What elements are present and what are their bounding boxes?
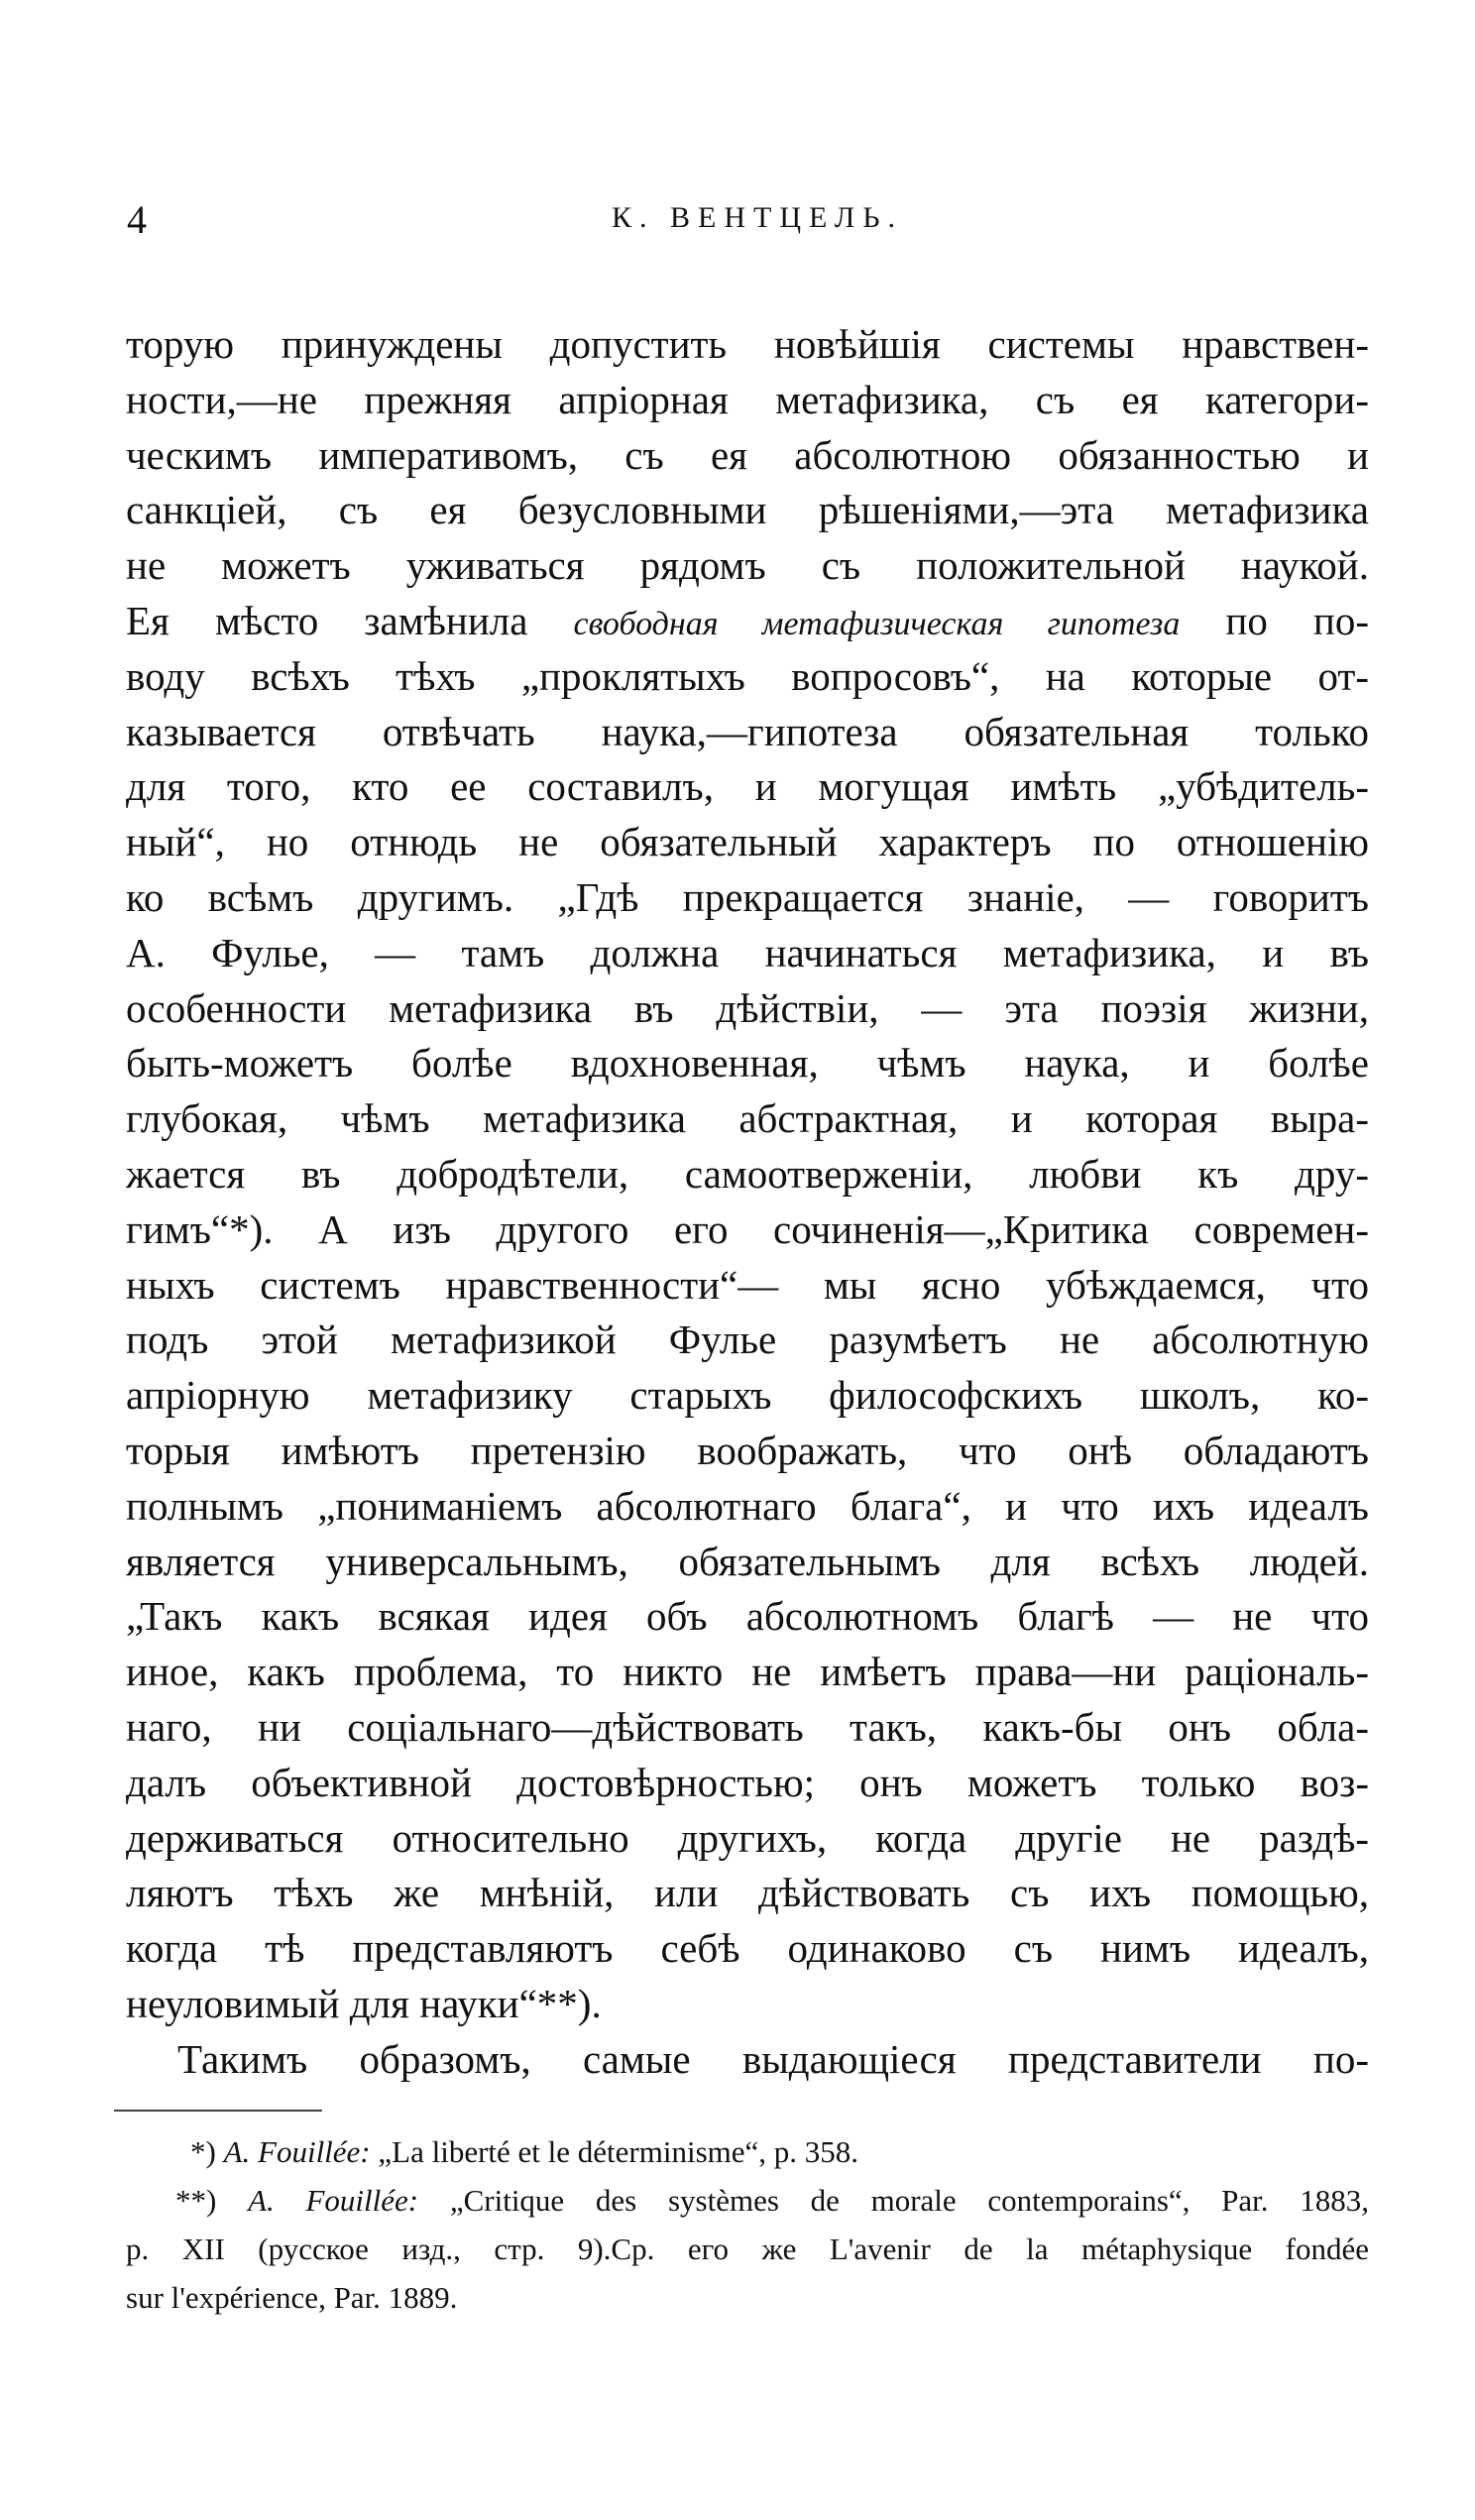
- text-line: [126, 594, 1369, 649]
- footnote-2: [126, 2176, 1369, 2225]
- page-number: 4: [127, 197, 147, 242]
- footnotes: [126, 2127, 1369, 2322]
- running-title: К. ВЕНТЦЕЛЬ.: [611, 201, 903, 234]
- text-line: ко всѣмъ другимъ. „Гдѣ прекращается знаніе, — говоритъ: [126, 873, 1369, 920]
- footnote-author: A. Fouillée:: [223, 2134, 371, 2169]
- text-line: не можетъ уживаться рядомъ съ положительной наукой.: [126, 542, 1369, 589]
- footnote-mark: *): [190, 2134, 216, 2169]
- text-line: для того, кто ее составилъ, и могущая имѣть „убѣдитель-: [126, 763, 1369, 810]
- text-line: гимъ“*). А изъ другого его сочиненія—„Критика современ-: [126, 1205, 1369, 1252]
- text-line: казывается отвѣчать наука,—гипотеза обязательная только: [126, 708, 1369, 754]
- text-line: жается въ добродѣтели, самоотверженіи, любви къ дру-: [126, 1150, 1369, 1197]
- footnote-text: „La liberté et le déterminisme“, p. 358.: [378, 2134, 859, 2169]
- text-line: „Такъ какъ всякая идея объ абсолютномъ благѣ — не что: [126, 1593, 1369, 1640]
- footnote-mark: **): [175, 2183, 217, 2218]
- text-line: когда тѣ представляютъ себѣ одинаково съ нимъ идеалъ,: [126, 1925, 1369, 1972]
- text-line: торыя имѣютъ претензію воображать, что онѣ обладаютъ: [126, 1427, 1369, 1473]
- paragraph-start-line: Такимъ образомъ, самые выдающіеся представители по-: [177, 2035, 1369, 2082]
- text-line: глубокая, чѣмъ метафизика абстрактная, и которая выра-: [126, 1095, 1369, 1142]
- text-line: торую принуждены допустить новѣйшія системы нравствен-: [126, 321, 1369, 367]
- footnote-2-line: p. XII (русское изд., стр. 9).Ср. его же L'avenir de la métaphysique fondée: [126, 2232, 1369, 2266]
- text-line: ныхъ системъ нравственности“— мы ясно убѣждаемся, что: [126, 1261, 1369, 1308]
- text-line: подъ этой метафизикой Фулье разумѣетъ не абсолютную: [126, 1317, 1369, 1363]
- text-line: быть-можетъ болѣе вдохновенная, чѣмъ наука, и болѣе: [126, 1040, 1369, 1087]
- text-line: ности,—не прежняя апріорная метафизика, съ ея категори-: [126, 376, 1369, 422]
- footnote-1: [126, 2127, 1369, 2176]
- text-segment: Ея мѣсто замѣнила: [126, 597, 574, 643]
- text-line: ческимъ императивомъ, съ ея абсолютною обязанностью и: [126, 431, 1369, 478]
- text-line: А. Фулье, — тамъ должна начинаться метафизика, и въ: [126, 929, 1369, 975]
- text-line: неуловимый для науки“**).: [126, 1980, 602, 2026]
- text-line: иное, какъ проблема, то никто не имѣетъ права—ни раціональ-: [126, 1649, 1369, 1695]
- text-line: особенности метафизика въ дѣйствіи, — эта поэзія жизни,: [126, 984, 1369, 1031]
- text-line: полнымъ „пониманіемъ абсолютнаго блага“, и что ихъ идеалъ: [126, 1482, 1369, 1529]
- footnote-author: A. Fouillée:: [248, 2183, 419, 2218]
- text-line: наго, ни соціальнаго—дѣйствовать такъ, какъ-бы онъ обла-: [126, 1703, 1369, 1750]
- body-text: [126, 317, 1369, 2088]
- text-line: является универсальнымъ, обязательнымъ для всѣхъ людей.: [126, 1538, 1369, 1584]
- text-line: далъ объективной достовѣрностью; онъ можетъ только воз-: [126, 1759, 1369, 1805]
- text-line: держиваться относительно другихъ, когда другіе не раздѣ-: [126, 1814, 1369, 1861]
- text-line: воду всѣхъ тѣхъ „проклятыхъ вопросовъ“, на которые от-: [126, 652, 1369, 699]
- footnote-text: „Critique des systèmes de morale contemporains“, Par. 1883,: [449, 2183, 1369, 2218]
- text-segment: по по-: [1180, 597, 1370, 643]
- text-line: апріорную метафизику старыхъ философскихъ школъ, ко-: [126, 1372, 1369, 1419]
- text-line: санкціей, съ ея безусловными рѣшеніями,—эта метафизика: [126, 487, 1369, 533]
- footnote-divider: [114, 2110, 322, 2112]
- italic-emphasis: свободная метафизическая гипотеза: [573, 605, 1181, 642]
- footnote-2-line: sur l'expérience, Par. 1889.: [126, 2280, 458, 2315]
- text-line: ляютъ тѣхъ же мнѣній, или дѣйствовать съ ихъ помощью,: [126, 1870, 1369, 1916]
- text-line: ный“, но отнюдь не обязательный характеръ по отношенію: [126, 819, 1369, 865]
